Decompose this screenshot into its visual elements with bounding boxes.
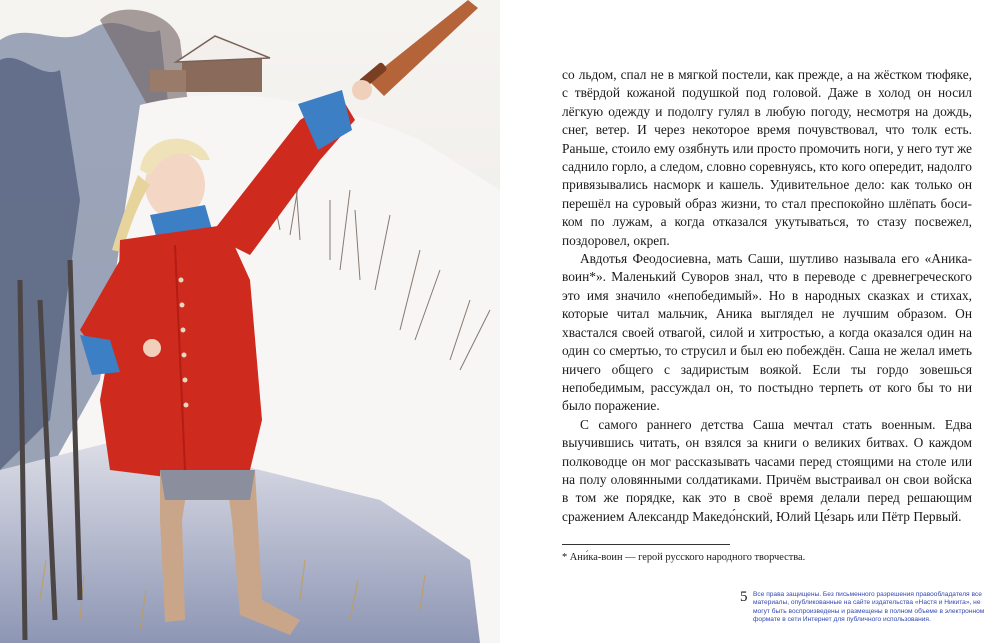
page-number: 5	[740, 589, 748, 605]
paragraph: Авдотья Феодосиевна, мать Саши, шутливо называла его «Аника-воин*». Маленький Суворов знал, что в переводе с древнегреческого это имя значило «непобедимый». Но в народных сказках и стихах, которые читал мальчик, Аника выглядел не лучшим образом. Он хвастался своей отвагой, силой и хитростью, а когда оказался один на один со смертью, то струсил и был ею побеждён. Саша не желал иметь ничего общего с задиристым воякой. Если ты гордо зовешься непобедимым, рассуждал он, то постыдно терпеть от кого бы то ни было поражение.	[562, 251, 972, 414]
body-text	[562, 66, 972, 526]
copyright-notice: Все права защищены. Без письменного разрешения правообладателя все материалы, опубликованные на сайте издательства «Настя и Никита», не могут быть воспроизведены и размещены в полном объеме в электронном формате в сети Интернет для публичного использования.	[753, 591, 985, 624]
text-page	[500, 0, 1000, 643]
paragraph: со льдом, спал не в мягкой постели, как прежде, а на жёстком тюфяке, с твёрдой кожаной подушкой под головой. Даже в холод он носил лёгкую одежду и подолгу гулял в любую погоду, несмотря на дождь, снег, ветер. И через некоторое время почувствовал, что толк есть. Раньше, стоило ему озябнуть или просто промочить ноги, у него тут же саднило горло, а следом, словно соревнуясь, кто кого опередит, надолго привязывались насморк и кашель. Удивительное дело: как только он перешёл на суровый образ жизни, то стал преспокойно шлёпать босиком по лужам, а когда отказался укутываться, то стазу посвежел, поздоровел, окреп.	[562, 67, 972, 248]
footnote-divider	[562, 544, 730, 545]
paragraph: С самого раннего детства Саша мечтал стать военным. Едва выучившись читать, он взялся за книги о великих битвах. О каждом полководце он мог рассказывать часами перед стоящими на столе или на полу оловянными солдатиками. Причём выстраивал он свои войска в том же порядке, как это в своё время делали перед решающим сражением Александр Македо́нский, Юлий Це́зарь или Пётр Первый.	[562, 416, 972, 524]
footnote: * Ани́ка-воин — герой русского народного творчества.	[562, 552, 806, 563]
